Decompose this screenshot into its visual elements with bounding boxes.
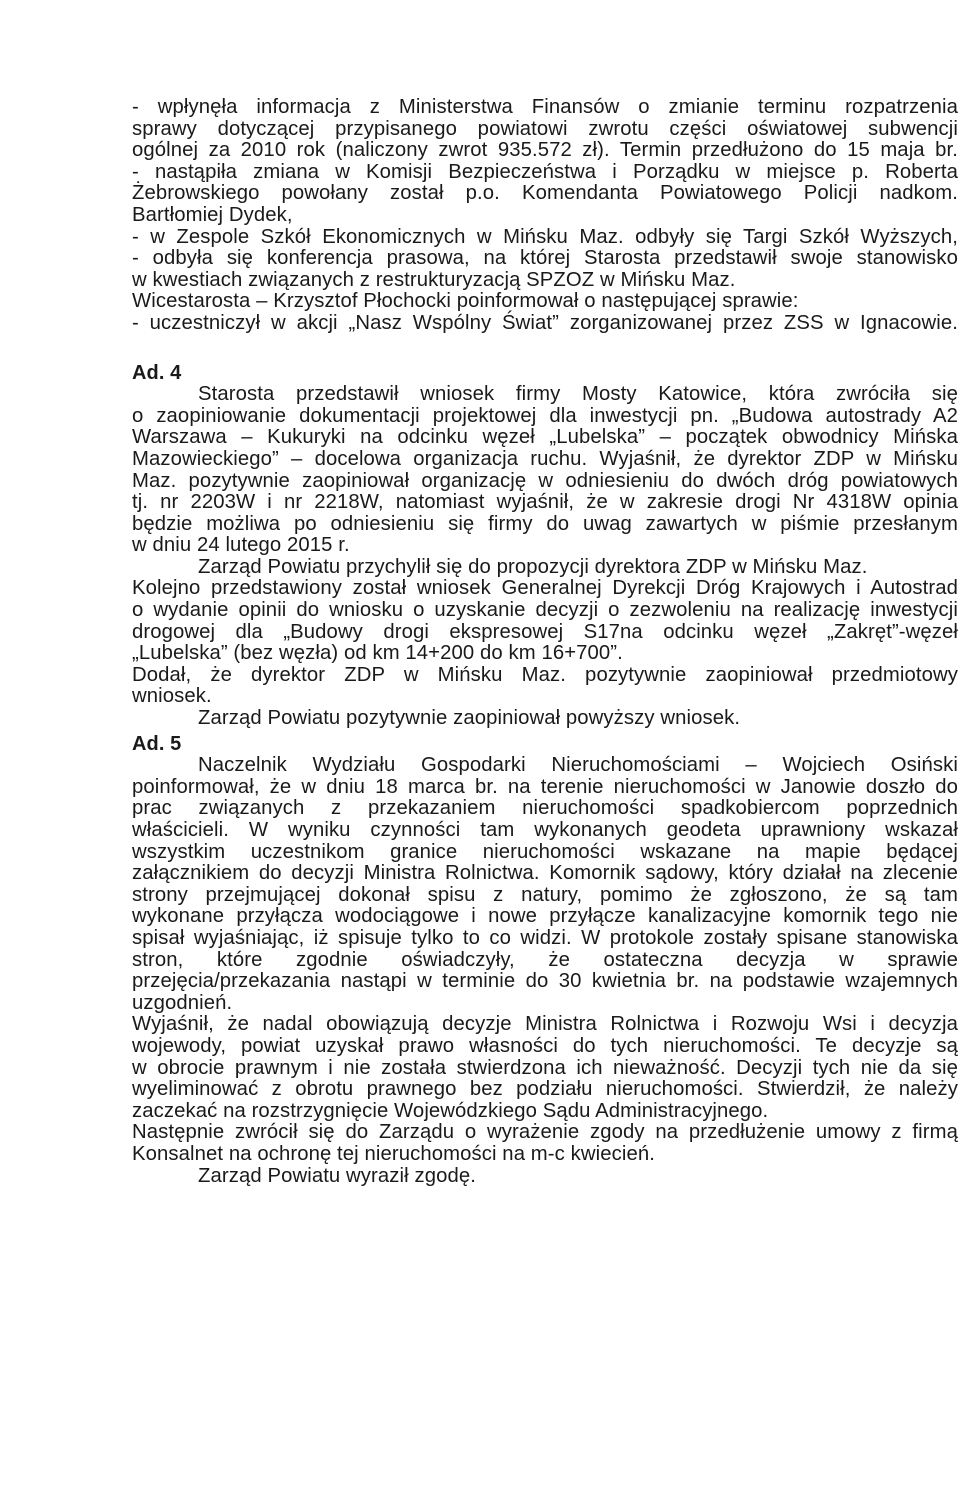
- text-line: właścicieli. W wyniku czynności tam wykonanych geodeta uprawniony wskazał: [132, 819, 958, 841]
- text-line: - w Zespole Szkół Ekonomicznych w Mińsku Maz. odbyły się Targi Szkół Wyższych,: [132, 225, 958, 248]
- text-line: przejęcia/przekazania nastąpi w terminie do 30 kwietnia br. na podstawie wzajemnych: [132, 970, 958, 993]
- section-heading: Ad. 4: [132, 361, 182, 384]
- text-line: Wicestarosta – Krzysztof Płochocki poinformował o następującej sprawie:: [132, 290, 799, 313]
- text-line: Warszawa – Kukuryki na odcinku węzeł „Lubelska” – początek obwodnicy Mińska: [132, 426, 958, 449]
- section-intro: [132, 97, 958, 335]
- text-line: Konsalnet na ochronę tej nieruchomości na m-c kwiecień.: [132, 1142, 655, 1165]
- text-line: - nastąpiła zmiana w Komisji Bezpieczeństwa i Porządku w miejsce p. Roberta: [132, 160, 958, 183]
- section-heading: Ad. 5: [132, 732, 182, 755]
- text-line: w kwestiach związanych z restrukturyzacją SPZOZ w Mińsku Maz.: [132, 268, 736, 291]
- text-line: spisał wyjaśniając, iż spisuje tylko to co widzi. W protokole zostały spisane stanowiska: [132, 926, 958, 949]
- text-line: drogowej dla „Budowy drogi ekspresowej S17na odcinku węzeł „Zakręt”-węzeł: [132, 620, 958, 643]
- section-ad5: [132, 734, 958, 1187]
- text-line: wniosek.: [132, 685, 212, 708]
- text-line: tj. nr 2203W i nr 2218W, natomiast wyjaśnił, że w zakresie drogi Nr 4318W opinia: [132, 491, 958, 514]
- text-line: poinformował, że w dniu 18 marca br. na terenie nieruchomości w Janowie doszło do: [132, 775, 958, 798]
- text-line: Naczelnik Wydziału Gospodarki Nieruchomościami – Wojciech Osiński: [198, 754, 958, 777]
- text-line: ogólnej za 2010 rok (naliczony zwrot 935.572 zł). Termin przedłużono do 15 maja br.: [132, 139, 958, 162]
- text-line: stron, które zgodnie oświadczyły, że ostateczna decyzja w sprawie: [132, 948, 958, 971]
- text-line: Zarząd Powiatu wyraził zgodę.: [198, 1164, 476, 1187]
- text-line: Zarząd Powiatu przychylił się do propozycji dyrektora ZDP w Mińsku Maz.: [198, 555, 868, 578]
- text-line: uzgodnień.: [132, 991, 233, 1014]
- text-line: o zaopiniowanie dokumentacji projektowej dla inwestycji pn. „Budowa autostrady A2: [132, 404, 958, 427]
- text-line: Dodał, że dyrektor ZDP w Mińsku Maz. pozytywnie zaopiniował przedmiotowy: [132, 663, 958, 686]
- text-line: będzie możliwa po odniesieniu się firmy do uwag zawartych w piśmie przesłanym: [132, 512, 958, 535]
- text-line: w dniu 24 lutego 2015 r.: [132, 534, 350, 557]
- text-line: w obrocie prawnym i nie została stwierdzona ich nieważność. Decyzji tych nie da się: [132, 1056, 958, 1079]
- text-line: wykonane przyłącza wodociągowe i nowe przyłącze kanalizacyjne komornik tego nie: [132, 905, 958, 928]
- text-line: wojewody, powiat uzyskał prawo własności do tych nieruchomości. Te decyzje są: [132, 1034, 958, 1057]
- text-line: Zarząd Powiatu pozytywnie zaopiniował powyższy wniosek.: [198, 707, 741, 730]
- text-line: Maz. pozytywnie zaopiniował organizację w odniesieniu do dwóch dróg powiatowych: [132, 469, 958, 492]
- text-line: wszystkim uczestnikom granice nieruchomości wskazane na mapie będącej: [132, 840, 958, 863]
- text-line: Żebrowskiego powołany został p.o. Komendanta Powiatowego Policji nadkom.: [132, 182, 958, 205]
- text-line: Mazowieckiego” – docelowa organizacja ruchu. Wyjaśnił, że dyrektor ZDP w Mińsku: [132, 447, 958, 470]
- text-line: o wydanie opinii do wniosku o uzyskanie decyzji o zezwoleniu na realizację inwestycji: [132, 599, 958, 622]
- text-line: „Lubelska” (bez węzła) od km 14+200 do km 16+700”.: [132, 642, 623, 665]
- text-line: strony przejmującej dokonał spisu z natury, pomimo że zgłoszono, że są tam: [132, 883, 958, 906]
- text-line: sprawy dotyczącej przypisanego powiatowi zwrotu części oświatowej subwencji: [132, 117, 958, 140]
- text-line: Bartłomiej Dydek,: [132, 203, 293, 226]
- text-line: - uczestniczył w akcji „Nasz Wspólny Świat” zorganizowanej przez ZSS w Ignacowie.: [132, 311, 958, 334]
- document-page: [132, 97, 958, 1187]
- text-line: Kolejno przedstawiony został wniosek Generalnej Dyrekcji Dróg Krajowych i Autostrad: [132, 577, 958, 600]
- text-line: - wpłynęła informacja z Ministerstwa Finansów o zmianie terminu rozpatrzenia: [132, 96, 958, 118]
- text-line: Starosta przedstawił wniosek firmy Mosty Katowice, która zwróciła się: [198, 383, 958, 406]
- text-line: załącznikiem do decyzji Ministra Rolnictwa. Komornik sądowy, który działał na zlecenie: [132, 862, 958, 885]
- text-line: wyeliminować z obrotu prawnego bez podziału nieruchomości. Stwierdził, że należy: [132, 1078, 958, 1101]
- text-line: Następnie zwrócił się do Zarządu o wyrażenie zgody na przedłużenie umowy z firmą: [132, 1121, 958, 1144]
- section-ad4: [132, 363, 958, 730]
- text-line: - odbyła się konferencja prasowa, na której Starosta przedstawił swoje stanowisko: [132, 247, 958, 270]
- text-line: zaczekać na rozstrzygnięcie Wojewódzkiego Sądu Administracyjnego.: [132, 1099, 769, 1122]
- text-line: prac związanych z przekazaniem nieruchomości spadkobiercom poprzednich: [132, 797, 958, 820]
- text-line: Wyjaśnił, że nadal obowiązują decyzje Ministra Rolnictwa i Rozwoju Wsi i decyzja: [132, 1013, 958, 1036]
